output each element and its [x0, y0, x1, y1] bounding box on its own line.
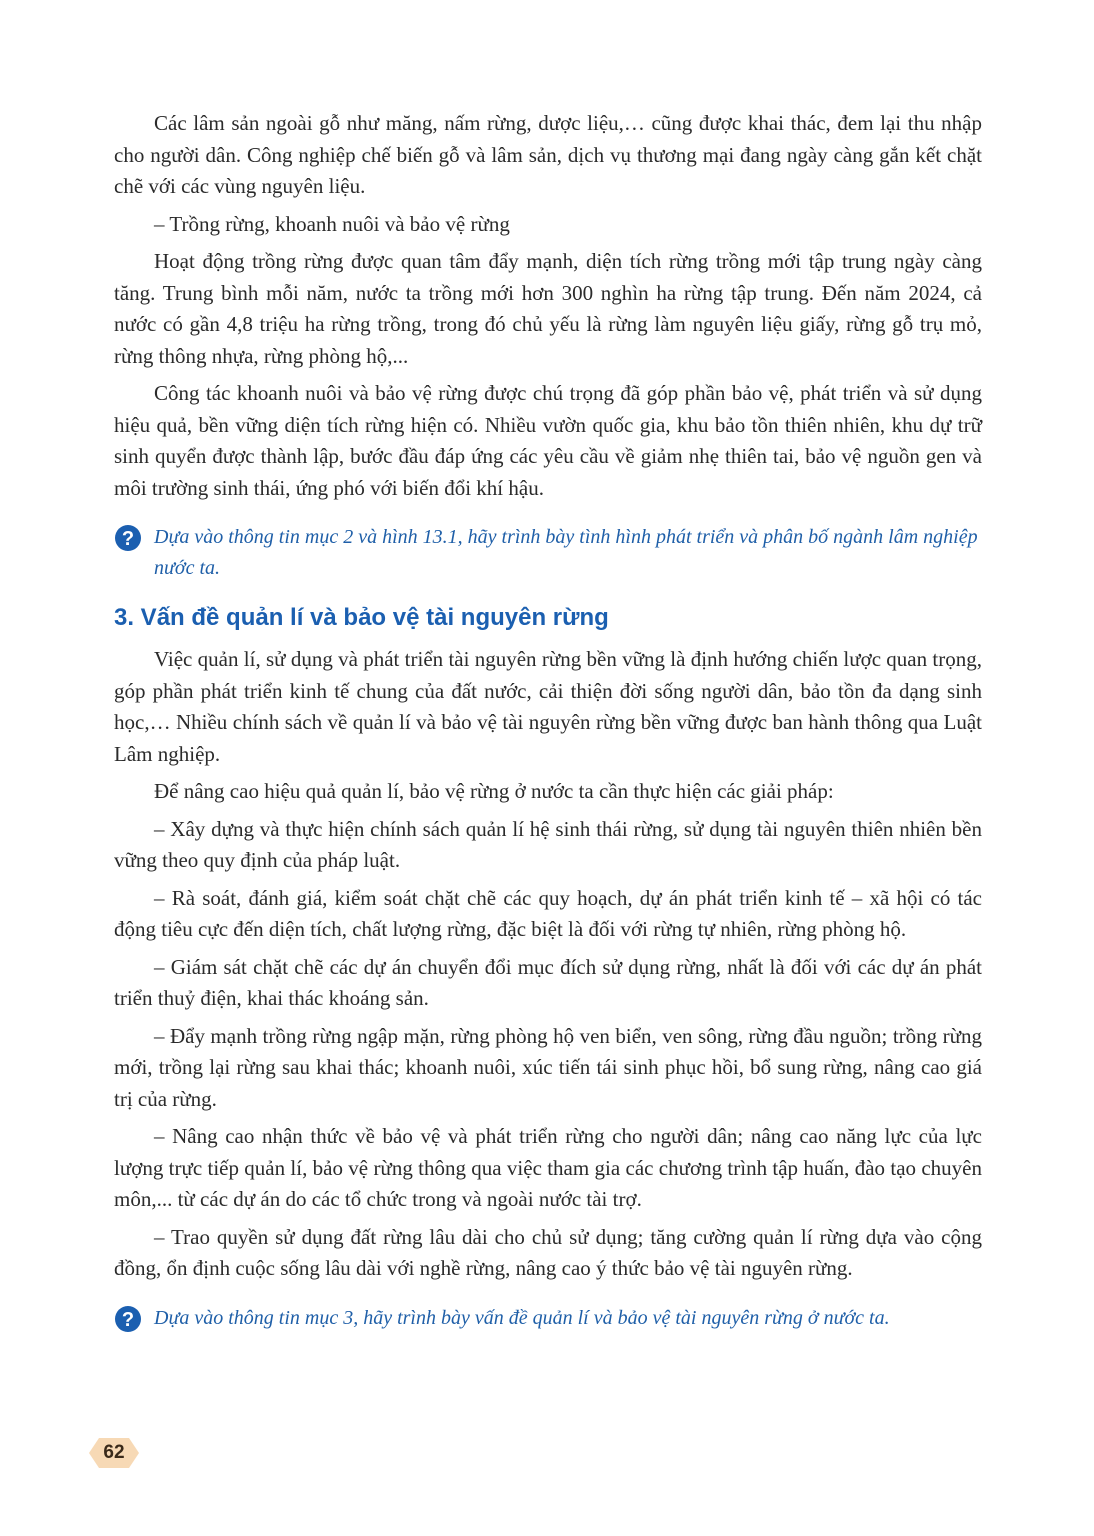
- solution-item: – Đẩy mạnh trồng rừng ngập mặn, rừng phòng hộ ven biển, ven sông, rừng đầu nguồn; trồng rừng mới, trồng lại rừng sau khai thác; khoanh nuôi, xúc tiến tái sinh phục hồi, bổ sung rừng, nâng cao giá trị của rừng.: [114, 1023, 982, 1111]
- page-content: [114, 108, 982, 1346]
- solution-item: – Rà soát, đánh giá, kiểm soát chặt chẽ các quy hoạch, dự án phát triển kinh tế – xã hội có tác động tiêu cực đến diện tích, chất lượng rừng, đặc biệt là đối với rừng tự nhiên, rừng phòng hộ.: [114, 885, 982, 941]
- solution-item: – Nâng cao nhận thức về bảo vệ và phát triển rừng cho người dân; nâng cao năng lực của lực lượng trực tiếp quản lí, bảo vệ rừng thông qua việc tham gia các chương trình tập huấn, đào tạo chuyên môn,... từ các dự án do các tổ chức trong và ngoài nước tài trợ.: [114, 1124, 982, 1211]
- svg-text:?: ?: [121, 528, 135, 550]
- subheading-trong-rung: – Trồng rừng, khoanh nuôi và bảo vệ rừng: [154, 211, 510, 236]
- question-text: Dựa vào thông tin mục 2 và hình 13.1, hãy trình bày tình hình phát triển và phân bố ngành lâm nghiệp nước ta.: [154, 526, 978, 579]
- section-title: 3. Vấn đề quản lí và bảo vệ tài nguyên rừng: [114, 604, 609, 631]
- svg-text:?: ?: [121, 1308, 135, 1331]
- paragraph: Hoạt động trồng rừng được quan tâm đẩy mạnh, diện tích rừng trồng mới tập trung ngày càng tăng. Trung bình mỗi năm, nước ta trồng mới hơn 300 nghìn ha rừng tập trung. Đến năm 2024, cả nước có gần 4,8 triệu ha rừng trồng, trong đó chủ yếu là rừng làm nguyên liệu giấy, rừng gỗ trụ mỏ, rừng thông nhựa, rừng phòng hộ,...: [114, 249, 982, 368]
- paragraph: Để nâng cao hiệu quả quản lí, bảo vệ rừng ở nước ta cần thực hiện các giải pháp:: [154, 779, 834, 803]
- solution-item: – Xây dựng và thực hiện chính sách quản lí hệ sinh thái rừng, sử dụng tài nguyên thiên nhiên bền vững theo quy định của pháp luật.: [114, 816, 982, 872]
- page-number-badge: [89, 1438, 139, 1468]
- paragraph: Các lâm sản ngoài gỗ như măng, nấm rừng, dược liệu,… cũng được khai thác, đem lại thu nhập cho người dân. Công nghiệp chế biến gỗ và lâm sản, dịch vụ thương mại đang ngày càng gắn kết chặt chẽ với các vùng nguyên liệu.: [114, 111, 982, 198]
- solution-item: – Giám sát chặt chẽ các dự án chuyển đổi mục đích sử dụng rừng, nhất là đối với các dự án phát triển thuỷ điện, khai thác khoáng sản.: [114, 954, 982, 1010]
- solution-item: – Trao quyền sử dụng đất rừng lâu dài cho chủ sử dụng; tăng cường quản lí rừng dựa vào cộng đồng, ổn định cuộc sống lâu dài với nghề rừng, nâng cao ý thức bảo vệ tài nguyên rừng.: [114, 1224, 982, 1280]
- paragraph: Công tác khoanh nuôi và bảo vệ rừng được chú trọng đã góp phần bảo vệ, phát triển và sử dụng hiệu quả, bền vững diện tích rừng hiện có. Nhiều vườn quốc gia, khu bảo tồn thiên nhiên, khu dự trữ sinh quyển được thành lập, bước đầu đáp ứng các yêu cầu về giảm nhẹ thiên tai, bảo vệ nguồn gen và môi trường sinh thái, ứng phó với biến đổi khí hậu.: [114, 381, 982, 500]
- question-text: Dựa vào thông tin mục 3, hãy trình bày vấn đề quản lí và bảo vệ tài nguyên rừng ở nước ta.: [154, 1306, 890, 1329]
- question-box-1: [114, 522, 982, 584]
- page-number: 62: [103, 1442, 125, 1463]
- paragraph: Việc quản lí, sử dụng và phát triển tài nguyên rừng bền vững là định hướng chiến lược quan trọng, góp phần phát triển kinh tế chung của đất nước, cải thiện đời sống người dân, bảo tồn đa dạng sinh học,… Nhiều chính sách về quản lí và bảo vệ tài nguyên rừng bền vững được ban hành thông qua Luật Lâm nghiệp.: [114, 647, 982, 766]
- question-box-2: [114, 1303, 982, 1334]
- question-mark-icon: [114, 1305, 142, 1333]
- question-mark-icon: [114, 524, 142, 552]
